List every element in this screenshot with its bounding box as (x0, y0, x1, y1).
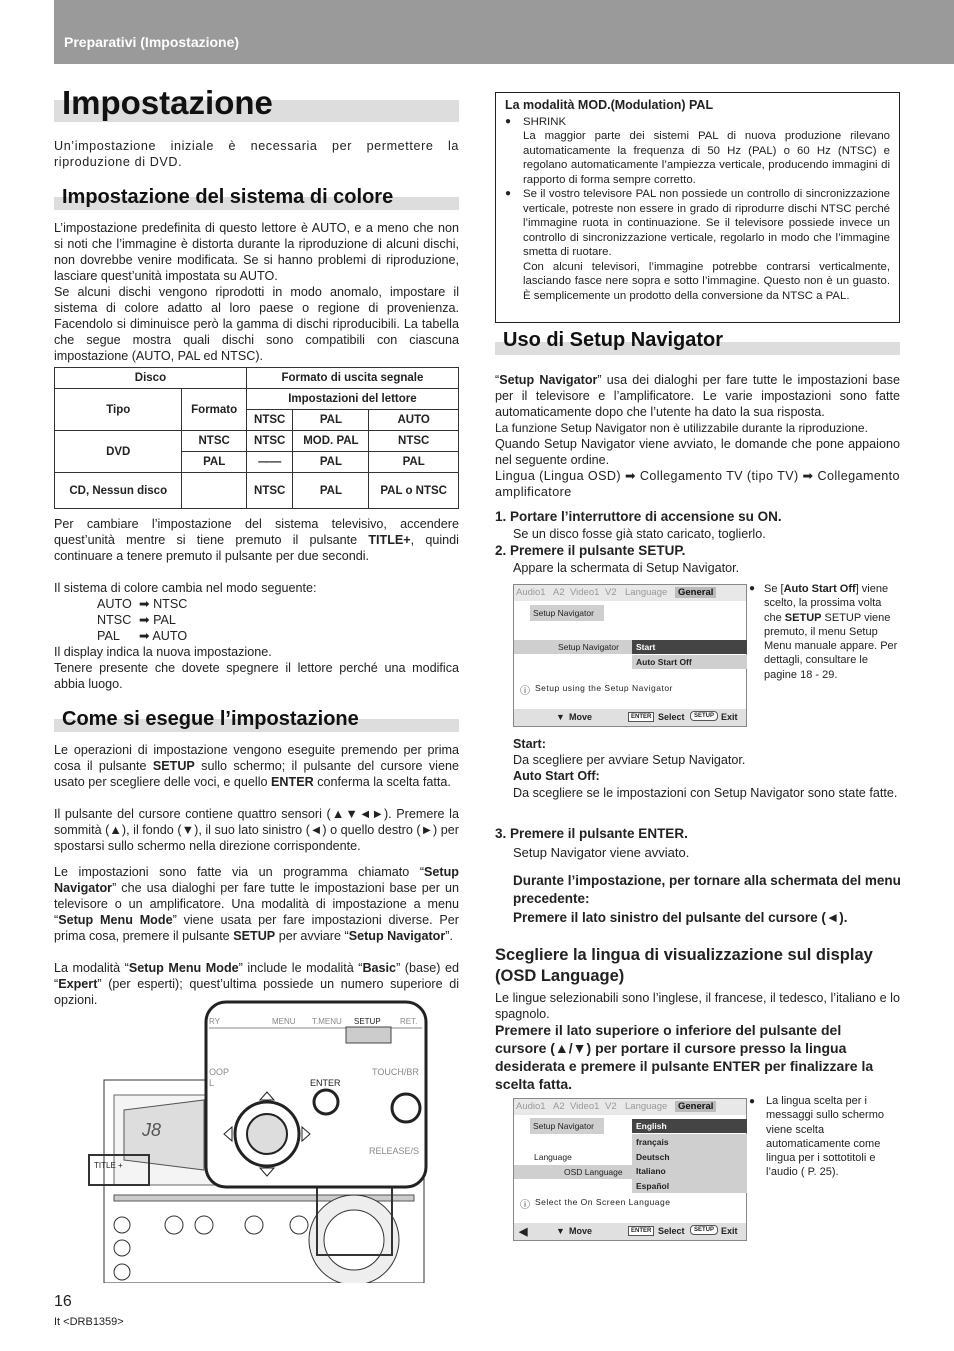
osd-language-screen (513, 1098, 747, 1241)
foot-enter: ENTER (628, 712, 654, 722)
nav-p3: Quando Setup Navigator viene avviato, le domande che pone appaiono nel seguente ordine. (495, 437, 900, 467)
osd-language-label: OSD Language (514, 1165, 632, 1179)
step-2-sub: Appare la schermata di Setup Navigator. (513, 561, 740, 575)
info-text: Setup using the Setup Navigator (535, 683, 673, 693)
back-icon: ◀ (519, 1226, 528, 1238)
cell: PAL (369, 452, 459, 473)
color-p4: Il sistema di colore cambia nel modo seguente: (54, 581, 317, 595)
info-text: Select the On Screen Language (535, 1197, 671, 1207)
remote-label: MENU (272, 1017, 296, 1026)
lang-option-english[interactable]: English (632, 1119, 747, 1133)
bullet-shrink (505, 115, 890, 188)
text: conferma la scelta fatta. (313, 775, 451, 789)
text: AUTO (97, 597, 132, 611)
text: ● SHRINK (523, 115, 567, 128)
during-setup-2: Premere il lato sinistro del pulsante del cursore (◄). (513, 910, 848, 925)
text: Basic (362, 961, 397, 975)
cell: PAL (293, 452, 369, 473)
screen-footer (514, 1223, 746, 1240)
tab-video1[interactable]: Video1 (570, 587, 600, 598)
text: sullo schermo; il pulsante del cursore viene usato per scegliere delle voci, e quello (54, 759, 459, 789)
foot-setup: SETUP (690, 1225, 718, 1235)
auto-head: Auto Start Off: (513, 769, 600, 783)
tab-a2[interactable]: A2 (553, 1101, 565, 1112)
text: ] viene scelto, la prossima volta che (764, 583, 889, 624)
nav-order: Lingua (Lingua OSD) ➡ Collegamento TV (tipo TV) ➡ Collegamento amplificatore (495, 469, 900, 499)
remote-label: RELEASE/S (369, 1146, 420, 1156)
info-icon: ⓘ (520, 1200, 530, 1211)
text: Setup Navigator (348, 929, 446, 943)
osd-note: La lingua scelta per i messaggi sullo schermo viene scelta automaticamente come lingua per i sottotitoli e l’audio ( P. 25). (766, 1095, 884, 1179)
device-illustration (54, 1000, 429, 1283)
th-auto: AUTO (369, 410, 459, 431)
text: ” che usa dialoghi per fare tutte le impostazioni base per un televisore o un amplificatore. Una modalità di impostazione a menu “ (54, 881, 459, 927)
language-label: Language (534, 1152, 572, 1162)
cell: PAL o NTSC (369, 473, 459, 509)
cycle-row: AUTO ➡ NTSC (97, 597, 188, 611)
text: ” (per esperti); quest’ultima possiede un numero superiore di opzioni. (54, 977, 459, 1007)
text: Setup Navigator (499, 373, 598, 387)
cell: PAL (293, 473, 369, 509)
tab-language[interactable]: Language (625, 1101, 668, 1112)
cell: DVD (55, 431, 182, 473)
text: , quindi continuare a tenere premuto il pulsante per due secondi. (54, 533, 459, 563)
text: ” viene usata per fare impostazioni diverse. Per prima cosa, premere il pulsante (54, 913, 459, 943)
step-1: 1. Portare l’interruttore di accensione su ON. (495, 509, 782, 524)
doc-code: It <DRB1359> (54, 1316, 124, 1328)
auto-text: Da scegliere se le impostazioni con Setup Navigator sono state fatte. (513, 786, 898, 800)
th-formato-uscita: Formato di uscita segnale (246, 368, 458, 389)
foot-move: Move (569, 712, 593, 722)
text: ” usa dei dialoghi per fare tutte le impostazioni base per il televisore e l’amplificatore. Le varie impostazioni sono fatte automaticamente dopo che l’utente ha dato la sua risposta. (495, 373, 900, 419)
nav-p2: La funzione Setup Navigator non è utilizzabile durante la riproduzione. (495, 421, 868, 435)
th-ntsc: NTSC (246, 410, 293, 431)
text: La modalità “ (54, 961, 129, 975)
cell (182, 473, 246, 509)
section-header (54, 0, 954, 64)
lang-option[interactable]: Deutsch (636, 1151, 670, 1162)
device-logo: J8 (142, 1120, 162, 1140)
color-p3 (54, 516, 459, 564)
how-p2: Il pulsante del cursore contiene quattro sensori (▲▼◄►). Premere la sommità (▲), il fondo (▼), il suo lato sinistro (◄) o quello destro (►) per spostarsi sullo schermo nella direzione corrispondente. (54, 807, 459, 853)
color-p6: Tenere presente che dovete spegnere il lettore perché una modifica abbia luogo. (54, 661, 459, 691)
color-p2: Se alcuni dischi vengono riprodotti in modo anomalo, impostare il sistema di colore adatto al loro paese o regione di provenienza. Facendolo si diminuisce però la gamma di dischi riproducibili. La tabella che segue mostra quali dischi sono compatibili con ciascuna impostazione (AUTO, PAL ed NTSC). (54, 285, 459, 363)
foot-setup: SETUP (690, 711, 718, 721)
text: SETUP (152, 759, 195, 773)
text: Collegamento amplificatore (495, 469, 900, 499)
how-heading: Come si esegue l’impostazione (62, 708, 359, 730)
info-icon: ⓘ (520, 686, 530, 697)
cycle-row: NTSC ➡ PAL (97, 613, 176, 627)
menu-label: Setup Navigator (530, 605, 604, 621)
screen-tabs (514, 1099, 746, 1115)
foot-select: Select (658, 1226, 685, 1236)
text: Le operazioni di impostazione vengono eseguite premendo per prima cosa il pulsante (54, 743, 459, 773)
setup-button[interactable]: SETUP (354, 1017, 381, 1026)
th-pal: PAL (293, 410, 369, 431)
remote-label: RET. (400, 1017, 418, 1026)
text: NTSC (97, 613, 132, 627)
tab-audio1[interactable]: Audio1 (516, 1101, 546, 1112)
step-2: 2. Premere il pulsante SETUP. (495, 543, 686, 558)
setup-navigator-screen (513, 584, 747, 727)
tab-v2[interactable]: V2 (605, 587, 617, 598)
bullet-sync (505, 187, 890, 303)
remote-label: T.MENU (312, 1017, 342, 1026)
remote-label: OOP (209, 1067, 230, 1077)
cell: PAL (182, 452, 246, 473)
th-formato: Formato (182, 389, 246, 431)
step-1-sub: Se un disco fosse già stato caricato, toglierlo. (513, 527, 766, 541)
text: PAL (97, 629, 120, 643)
tab-general[interactable]: General (675, 587, 716, 598)
lang-option[interactable]: français (636, 1137, 669, 1147)
text: Collegamento TV (tipo TV) (639, 469, 799, 483)
move-icon: ▼ (556, 712, 565, 722)
osd-heading: Scegliere la lingua di visualizzazione sul display (OSD Language) (495, 946, 873, 985)
start-head: Start: (513, 737, 546, 751)
text: Expert (58, 977, 98, 991)
bullet-icon: ● (749, 1096, 756, 1107)
auto-start-note (764, 582, 901, 682)
step-3-sub: Setup Navigator viene avviato. (513, 845, 690, 860)
page-title: Impostazione (62, 84, 273, 121)
tab-audio1[interactable]: Audio1 (516, 587, 546, 598)
text: SETUP viene premuto, il menu Setup Menu manuale appare. Per dettagli, consultare le pagine 18 - 29. (764, 611, 898, 681)
osd-p1: Le lingue selezionabili sono l’inglese, il francese, il tedesco, l’italiano e lo spagnolo. (495, 991, 900, 1021)
cell: —— (246, 452, 293, 473)
color-heading: Impostazione del sistema di colore (62, 186, 394, 208)
lang-option[interactable]: Italiano (636, 1166, 666, 1177)
cycle-list (97, 596, 187, 644)
foot-exit: Exit (721, 1226, 738, 1236)
screen-tabs (514, 585, 746, 601)
color-p1: L’impostazione predefinita di questo lettore è AUTO, e a meno che non si noti che l’immagine è distorta durante la riproduzione di alcuni dischi, non dovrebbe venire modificata. Se si hanno problemi di riproduzione, lasciare quest’unità impostata su AUTO. (54, 221, 459, 283)
text: Auto Start Off (783, 583, 856, 595)
nav-p1 (495, 372, 900, 420)
mod-pal-box (495, 92, 900, 323)
title-plus-button[interactable]: TITLE + (94, 1161, 123, 1170)
th-disco: Disco (55, 368, 247, 389)
text: Setup Navigator (54, 865, 459, 895)
cell: CD, Nessun disco (55, 473, 182, 509)
foot-enter: ENTER (628, 1226, 654, 1236)
remote-label: RY (209, 1017, 220, 1026)
text: “ (495, 373, 500, 387)
nav-heading: Uso di Setup Navigator (503, 329, 724, 351)
tab-a2[interactable]: A2 (553, 587, 565, 598)
th-impostazioni: Impostazioni del lettore (246, 389, 458, 410)
text: SETUP (233, 929, 276, 943)
text: ● Se il vostro televisore PAL non possiede un controllo di sincronizzazione verticale, potreste non essere in grado di riprodurre dischi NTSC perché l’immagine ruota in continuazione. Se il televisore possiede invece un controllo di sincronizzazione verticale, regolarlo in modo che l’immagine smetta di ruotare. (523, 188, 890, 258)
remote-label: TOUCH/BR (372, 1067, 419, 1077)
text: PAL (153, 613, 176, 627)
box-title: La modalità MOD.(Modulation) PAL (505, 98, 714, 112)
how-p1 (54, 742, 459, 790)
text: La maggior parte dei sistemi PAL di nuova produzione rilevano automaticamente la frequenza di 50 Hz (PAL) o 60 Hz (NTSC) e regolano automaticamente l’ampiezza verticale, producendo immagini di rapporto di forma sempre corretto. (523, 130, 890, 186)
option-auto-start-off[interactable]: Auto Start Off (632, 655, 747, 669)
text: AUTO (152, 629, 188, 643)
osd-p2: Premere il lato superiore o inferiore del pulsante del cursore (▲/▼) per portare il cursore presso la lingua desiderata e premere il pulsante ENTER per finalizzare la scelta fatta. (495, 1022, 874, 1092)
text: ENTER (271, 775, 314, 789)
section-header-text: Preparativi (Impostazione) (64, 34, 240, 50)
how-p3 (54, 864, 459, 944)
intro-text: Un’impostazione iniziale è necessaria per permettere la riproduzione di DVD. (54, 139, 459, 169)
text: Lingua (Lingua OSD) (495, 469, 621, 483)
bullet-icon: ● (749, 583, 756, 594)
menu-label: Setup Navigator (530, 1118, 604, 1134)
foot-move: Move (569, 1226, 593, 1236)
row-label: Setup Navigator (514, 640, 632, 654)
tab-general[interactable]: General (675, 1101, 716, 1112)
text: per avviare “ (275, 929, 349, 943)
foot-exit: Exit (721, 712, 738, 722)
tab-language[interactable]: Language (625, 587, 668, 598)
text: Per cambiare l’impostazione del sistema televisivo, accendere quest’unità mentre si tiene premuto il pulsante (54, 517, 459, 547)
text: Con alcuni televisori, l’immagine potrebbe contrarsi verticalmente, lasciando fasce nere sopra e sotto l’immagine. Questo non è un guasto. È semplicemente un prodotto della conversione da NTSC a PAL. (523, 260, 890, 302)
text: TITLE+ (368, 533, 411, 547)
move-icon: ▼ (556, 1226, 565, 1236)
enter-button[interactable]: ENTER (310, 1078, 341, 1088)
th-tipo: Tipo (55, 389, 182, 431)
tab-v2[interactable]: V2 (605, 1101, 617, 1112)
device-drawing (54, 1000, 429, 1283)
text: ” include le modalità “ (238, 961, 363, 975)
foot-select: Select (658, 712, 685, 722)
remote-label: L (209, 1078, 215, 1088)
text: Le impostazioni sono fatte via un programma chiamato “ (54, 865, 425, 879)
text: ” (base) ed “ (54, 961, 460, 991)
page-number: 16 (54, 1293, 72, 1310)
lang-option[interactable]: Español (636, 1180, 670, 1191)
cell: NTSC (246, 431, 293, 452)
during-setup-1: Durante l’impostazione, per tornare alla schermata del menu precedente: (513, 873, 901, 906)
cell: MOD. PAL (293, 431, 369, 452)
tab-video1[interactable]: Video1 (570, 1101, 600, 1112)
text: ”. (445, 929, 453, 943)
text: Setup Menu Mode (128, 961, 239, 975)
color-p5: Il display indica la nuova impostazione. (54, 645, 272, 659)
text: Se [ (764, 583, 784, 595)
cell: NTSC (182, 431, 246, 452)
option-start[interactable]: Start (632, 640, 747, 654)
cell: NTSC (246, 473, 293, 509)
start-text: Da scegliere per avviare Setup Navigator. (513, 753, 746, 767)
lang-option-list (632, 1134, 747, 1193)
screen-footer (514, 709, 746, 726)
text: NTSC (153, 597, 188, 611)
step-3: 3. Premere il pulsante ENTER. (495, 826, 688, 841)
cycle-row: PAL ➡ AUTO (97, 629, 188, 643)
cell: NTSC (369, 431, 459, 452)
compat-table (54, 367, 459, 509)
text: SETUP (784, 611, 822, 624)
text: Setup Menu Mode (58, 913, 173, 927)
